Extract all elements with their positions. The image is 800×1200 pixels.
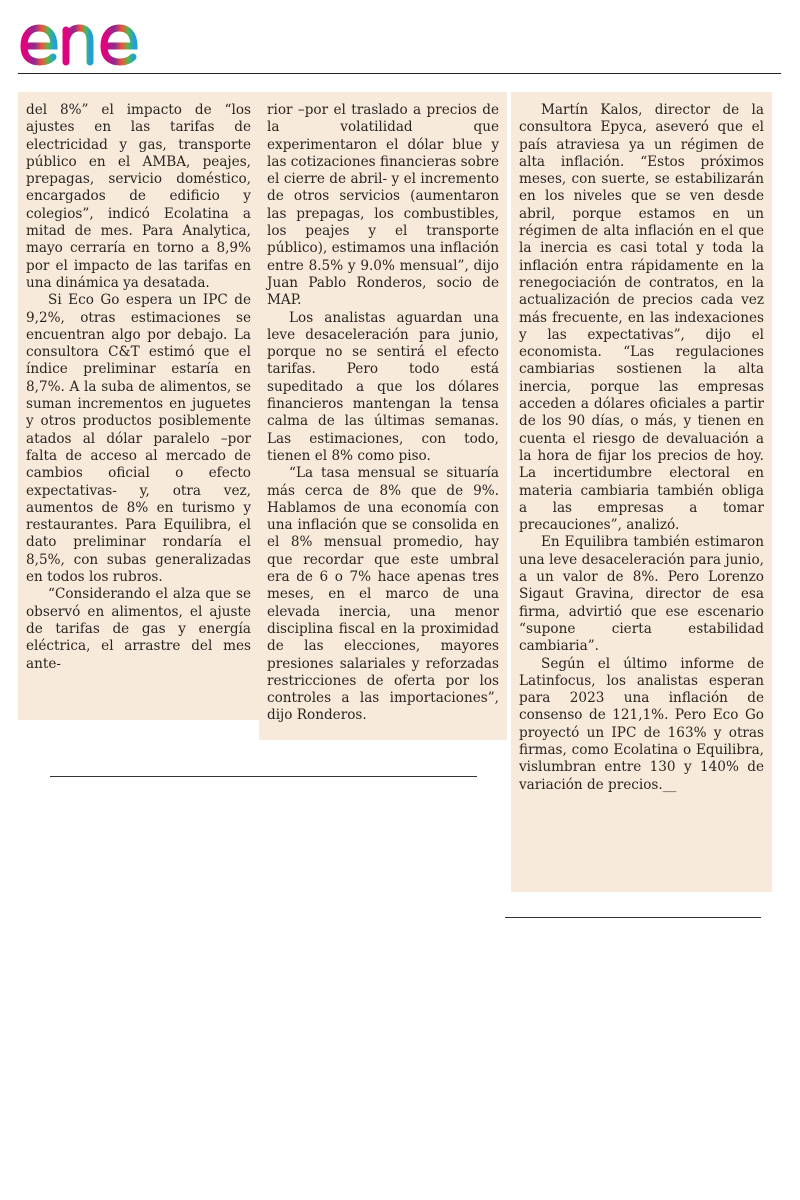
paragraph: Si Eco Go espera un IPC de 9,2%, otras estimaciones se encuentran algo por debajo. La consultora C&T estimó que el índice preliminar estaría en 8,7%. A la suba de alimentos, se suman incrementos en juguetes y otros productos posiblemente atados al dólar paralelo –por falta de acceso al mercado de cambios oficial o efecto expectativas- y, otra vez, aumentos de 8% en turismo y restaurantes. Para Equilibra, el dato preliminar rondaría el 8,5%, con subas generalizadas en todos los rubros. — [26, 292, 251, 586]
enel-logo — [18, 8, 183, 66]
paragraph: rior –por el traslado a precios de la volatilidad que experimentaron el dólar blue y las cotizaciones financieras sobre el cierre de abril- y el incremento de otros servicios (aumentaron las prepagas, los combustibles, los peajes y el transporte público), estimamos una inflación entre 8.5% y 9.0% mensual”, dijo Juan Pablo Ronderos, socio de MAP. — [267, 102, 499, 309]
article-column-3 — [511, 92, 772, 892]
paragraph: “La tasa mensual se situaría más cerca de 8% que de 9%. Hablamos de una economía con una inflación que se consolida en el 8% mensual promedio, hay que recordar que este umbral era de 6 o 7% hace apenas tres meses, en el marco de una elevada inercia, una menor disciplina fiscal en la proximidad de las elecciones, mayores presiones salariales y reforzadas restricciones de oferta por los controles a las importaciones”, dijo Ronderos. — [267, 465, 499, 724]
separator-rule — [505, 917, 761, 918]
paragraph: “Considerando el alza que se observó en alimentos, el ajuste de tarifas de gas y energía eléctrica, el arrastre del mes ante- — [26, 586, 251, 672]
header-rule — [18, 73, 781, 74]
paragraph: Martín Kalos, director de la consultora Epyca, aseveró que el país atraviesa ya un régimen de alta inflación. “Estos próximos meses, con suerte, se estabilizarán en los niveles que se ven desde abril, porque estamos en un régimen de alta inflación en el que la inercia es casi total y toda la inflación entra rápidamente en la renegociación de contratos, en la actualización de precios cada vez más frecuente, en las indexaciones y las expectativas”, dijo el economista. “Las regulaciones cambiarias sostienen la alta inercia, porque las empresas acceden a dólares oficiales a partir de los 90 días, o más, y tienen en cuenta el riesgo de devaluación a la hora de fijar los precios de hoy. La incertidumbre electoral en materia cambiaria también obliga a las empresas a tomar precauciones”, analizó. — [519, 102, 764, 534]
paragraph: Según el último informe de Latinfocus, los analistas esperan para 2023 una inflación de consenso de 121,1%. Pero Eco Go proyectó un IPC de 163% y otras firmas, como Ecolatina o Equilibra, vislumbran entre 130 y 140% de variación de precios.__ — [519, 655, 764, 793]
paragraph: del 8%” el impacto de “los ajustes en las tarifas de electricidad y gas, transporte público en el AMBA, peajes, prepagas, servicio doméstico, encargados de edificio y colegios”, indicó Ecolatina a mitad de mes. Para Analytica, mayo cerraría en torno a 8,9% por el impacto de las tarifas en una dinámica ya desatada. — [26, 102, 251, 291]
paragraph: Los analistas aguardan una leve desaceleración para junio, porque no se sentirá el efecto tarifas. Pero todo está supeditado a que los dólares financieros mantengan la tensa calma de las últimas semanas. Las estimaciones, con todo, tienen el 8% como piso. — [267, 309, 499, 464]
article-column-1 — [18, 92, 259, 720]
separator-rule — [50, 776, 477, 777]
paragraph: En Equilibra también estimaron una leve desaceleración para junio, a un valor de 8%. Pero Lorenzo Sigaut Gravina, director de esa firma, advirtió que ese escenario “supone cierta estabilidad cambiaria”. — [519, 534, 764, 655]
article-column-2 — [259, 92, 507, 740]
